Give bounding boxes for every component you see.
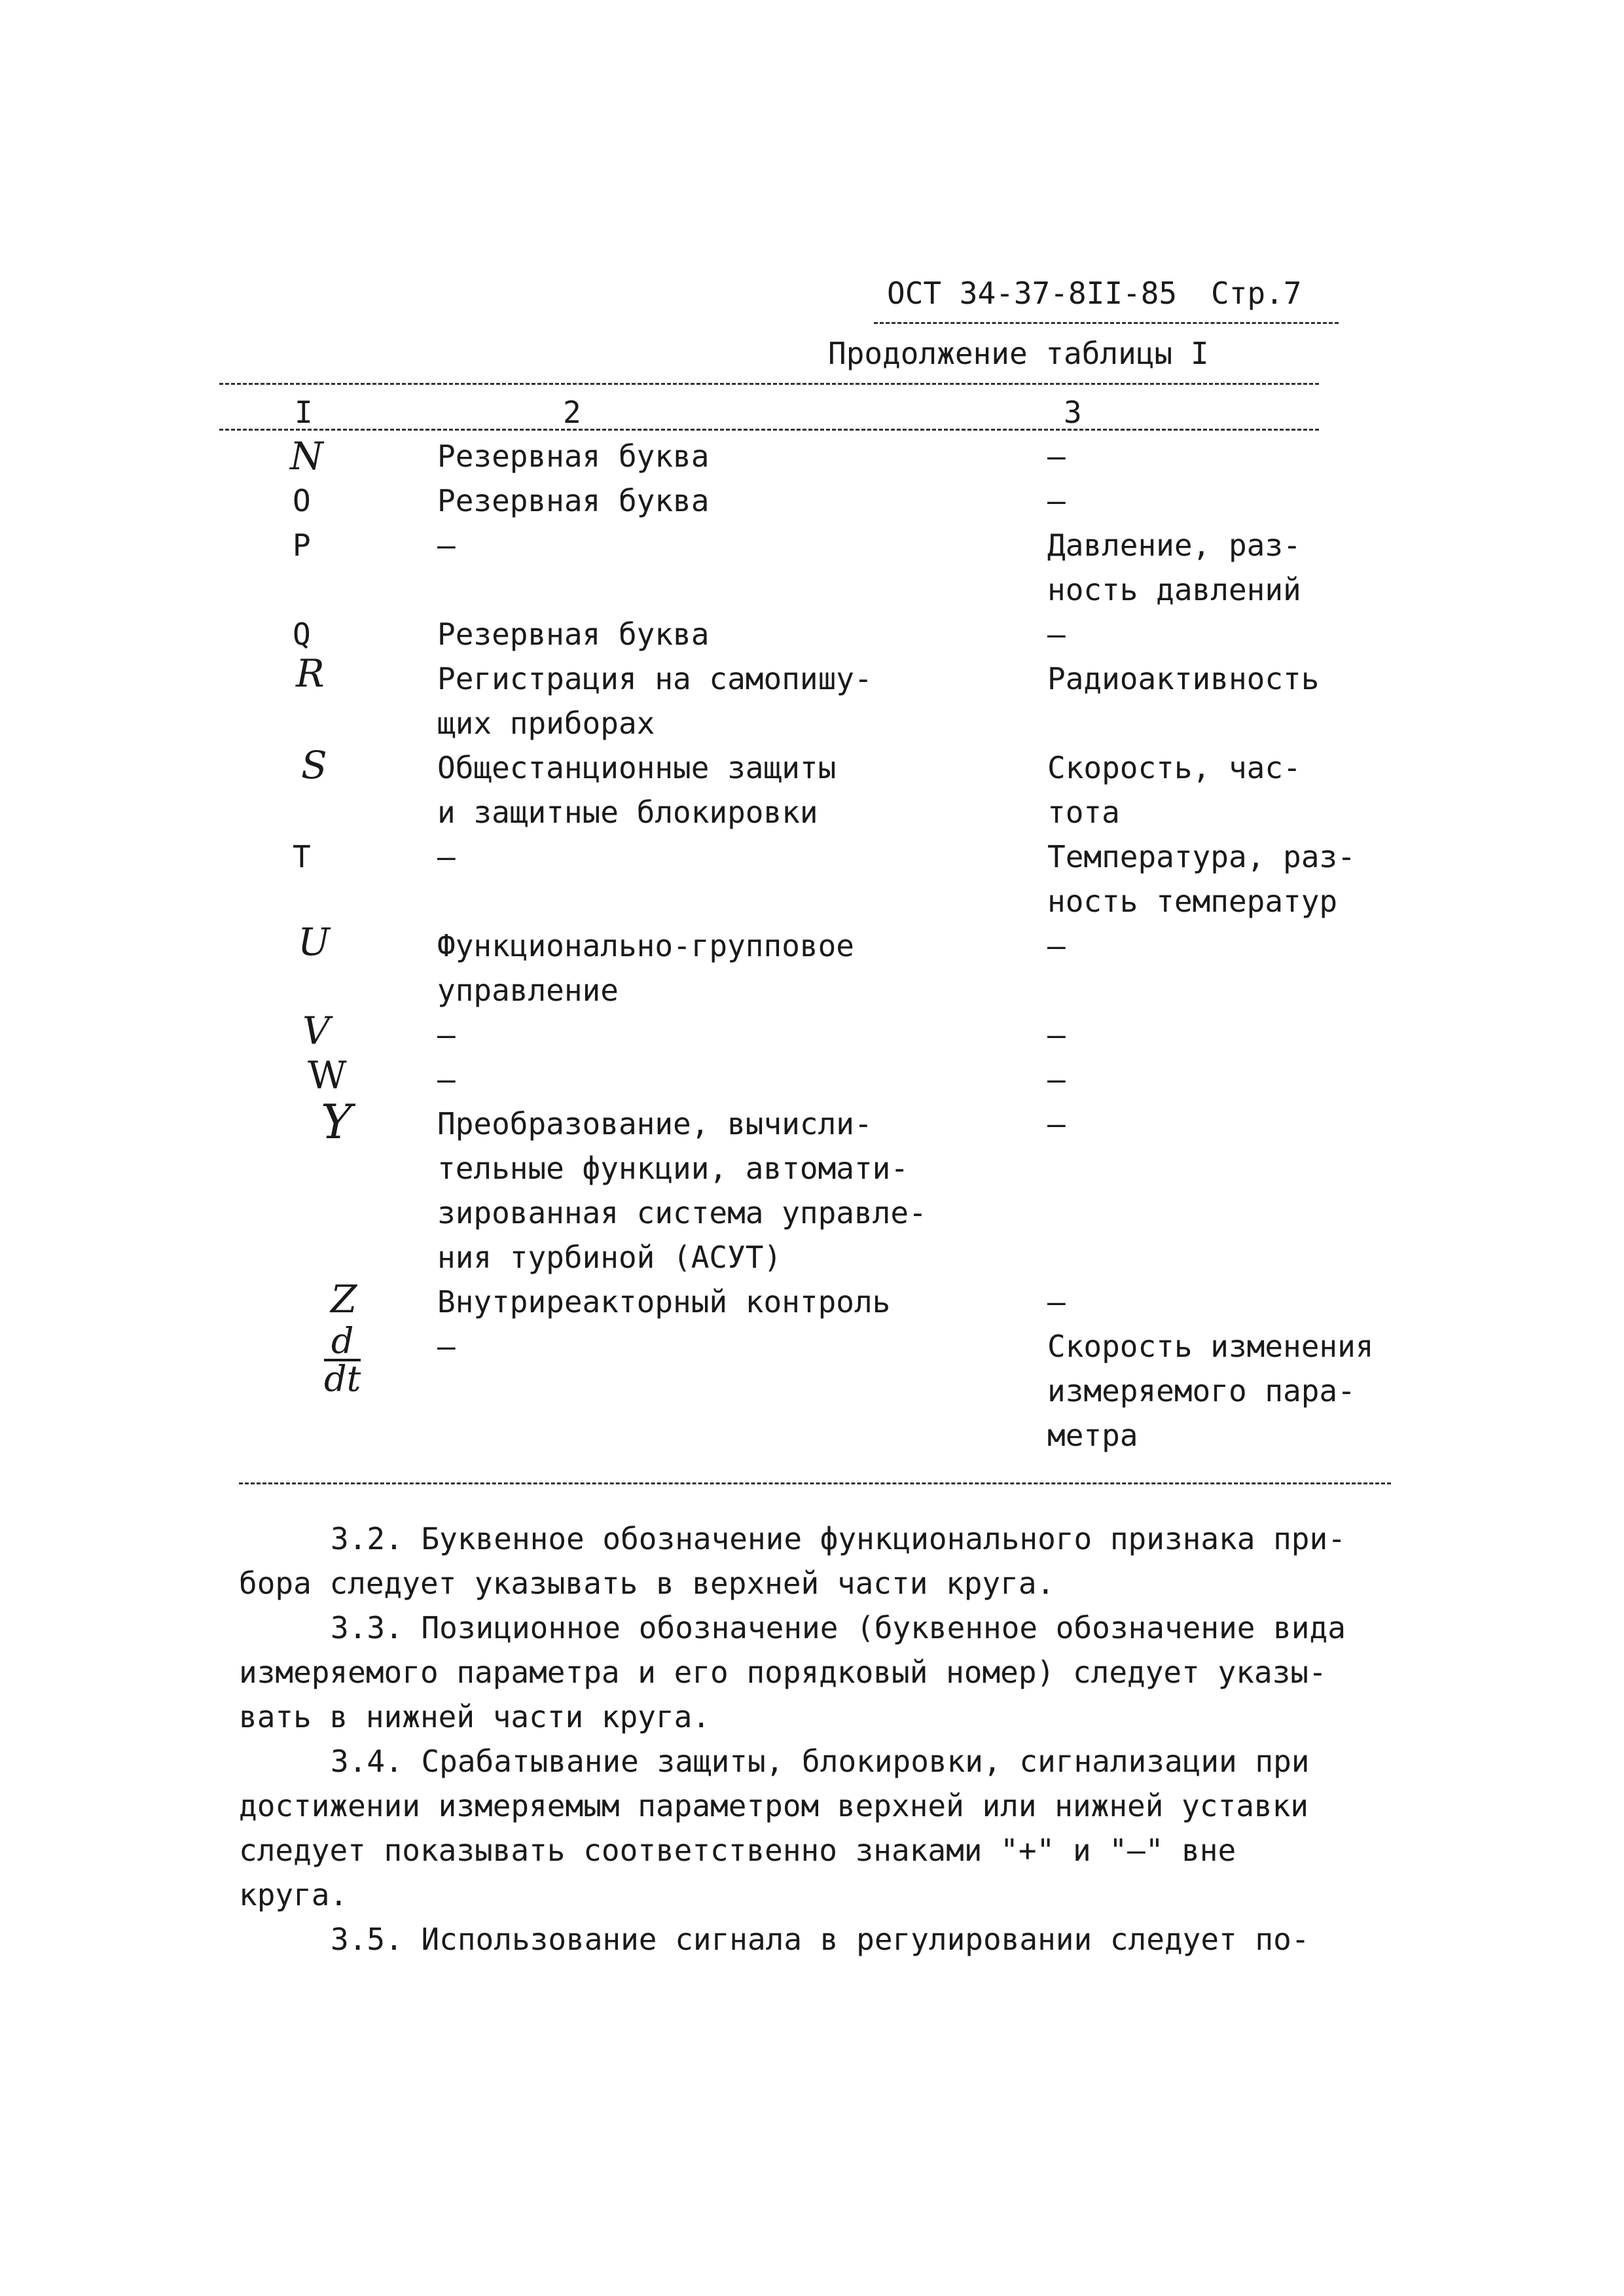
row-code-r: R — [296, 651, 325, 696]
row-param: Скорость, час- — [1047, 750, 1301, 785]
paragraph-3-2: бора следует указывать в верхней части круга. — [239, 1566, 1055, 1601]
row-desc: – — [437, 1062, 456, 1097]
row-desc: щих приборах — [437, 706, 655, 741]
row-desc: Резервная буква — [437, 439, 710, 474]
row-param: Температура, раз- — [1047, 839, 1356, 874]
col-header-1: I — [295, 395, 313, 430]
header-rule — [874, 322, 1339, 324]
row-code-n: N — [290, 434, 323, 478]
row-desc: Общестанционные защиты — [437, 750, 837, 785]
fraction-numerator: d — [324, 1323, 361, 1361]
row-code-p: P — [293, 528, 311, 563]
row-param: тота — [1047, 795, 1120, 830]
row-code-ddt — [324, 1320, 361, 1399]
row-code-q: Q — [293, 617, 311, 652]
paragraph-3-4: 3.4. Срабатывание защиты, блокировки, сигнализации при — [331, 1744, 1310, 1779]
paragraph-3-4: круга. — [239, 1877, 348, 1912]
row-code-t: T — [293, 839, 311, 874]
row-desc: Резервная буква — [437, 617, 710, 652]
row-desc: Преобразование, вычисли- — [437, 1106, 873, 1141]
row-code-v: V — [302, 1009, 330, 1053]
col-header-2: 2 — [563, 395, 581, 430]
row-param: – — [1047, 1062, 1066, 1097]
paragraph-3-4: следует показывать соответственно знаками "+" и "–" вне — [239, 1833, 1236, 1868]
document-code: ОСТ 34-37-8II-85 — [887, 276, 1178, 311]
row-param: Давление, раз- — [1047, 528, 1301, 563]
row-code-s: S — [301, 743, 327, 787]
table-continuation-label: Продолжение таблицы I — [828, 336, 1209, 371]
row-param: ность температур — [1047, 884, 1338, 919]
row-desc: – — [437, 839, 456, 874]
row-param: – — [1047, 439, 1066, 474]
row-param: измеряемого пара- — [1047, 1373, 1356, 1408]
row-desc: зированная система управле- — [437, 1195, 927, 1230]
row-param: – — [1047, 1017, 1066, 1052]
paragraph-3-4: достижении измеряемым параметром верхней или нижней уставки — [239, 1788, 1308, 1823]
table-bottom-rule — [239, 1482, 1391, 1484]
row-param: метра — [1047, 1418, 1138, 1453]
row-desc: ния турбиной (АСУТ) — [437, 1240, 782, 1275]
row-param: – — [1047, 1106, 1066, 1141]
row-param: – — [1047, 928, 1066, 963]
row-desc: Резервная буква — [437, 483, 710, 518]
row-code-o: O — [293, 483, 311, 518]
row-desc: управление — [437, 973, 619, 1008]
paragraph-3-3: 3.3. Позиционное обозначение (буквенное обозначение вида — [331, 1610, 1346, 1645]
row-desc: тельные функции, автомати- — [437, 1151, 909, 1186]
table-top-rule — [219, 383, 1319, 385]
row-code-y: Y — [321, 1094, 352, 1149]
row-desc: – — [437, 528, 456, 563]
col-header-3: 3 — [1064, 395, 1082, 430]
row-param: – — [1047, 483, 1066, 518]
fraction-denominator: dt — [324, 1358, 361, 1399]
table-header-rule — [219, 429, 1319, 431]
row-desc: – — [437, 1329, 456, 1364]
row-desc: и защитные блокировки — [437, 795, 818, 830]
page-number: Стр.7 — [1211, 276, 1302, 311]
paragraph-3-5: 3.5. Использование сигнала в регулировании следует по- — [331, 1922, 1310, 1957]
row-code-u: U — [298, 920, 330, 964]
paragraph-3-2: 3.2. Буквенное обозначение функционального признака при- — [331, 1521, 1346, 1556]
row-desc: Функционально-групповое — [437, 928, 854, 963]
row-desc: Внутриреакторный контроль — [437, 1284, 891, 1319]
row-param: – — [1047, 1284, 1066, 1319]
row-param: Радиоактивность — [1047, 661, 1320, 696]
row-code-w: W — [308, 1053, 347, 1098]
row-desc: Регистрация на самопишу- — [437, 661, 873, 696]
paragraph-3-3: вать в нижней части круга. — [239, 1699, 711, 1734]
row-param: ность давлений — [1047, 572, 1301, 607]
row-param: Скорость изменения — [1047, 1329, 1374, 1364]
row-code-z: Z — [331, 1277, 357, 1321]
paragraph-3-3: измеряемого параметра и его порядковый номер) следует указы- — [239, 1655, 1327, 1690]
row-desc: – — [437, 1017, 456, 1052]
row-param: – — [1047, 617, 1066, 652]
